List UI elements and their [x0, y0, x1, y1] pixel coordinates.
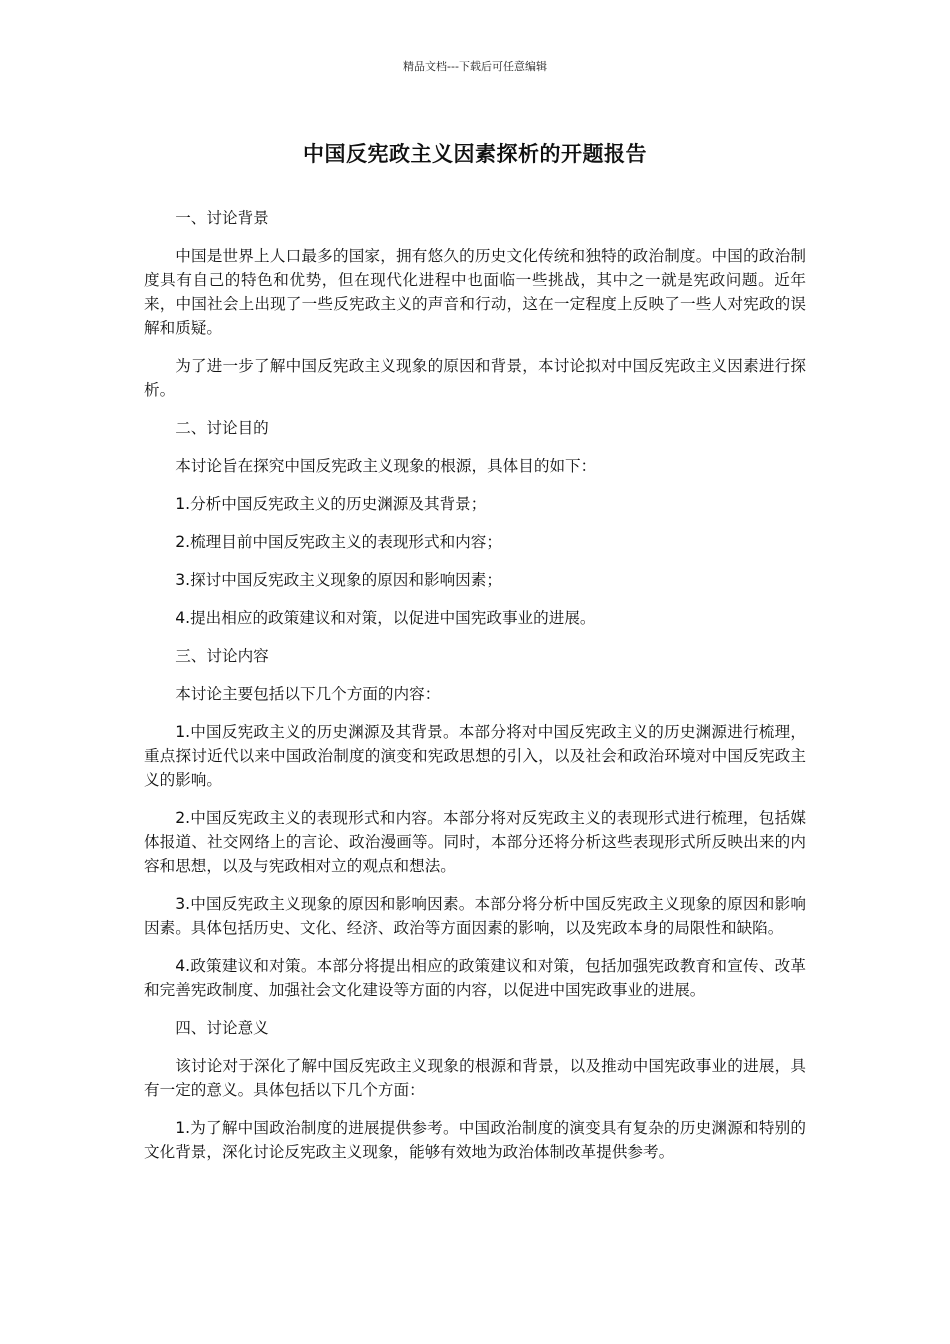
document-title: 中国反宪政主义因素探析的开题报告: [303, 142, 647, 166]
list-item: 3.探讨中国反宪政主义现象的原因和影响因素；: [175, 571, 502, 589]
list-item: 4.政策建议和对策。本部分将提出相应的政策建议和对策，包括加强宪政教育和宣传、改革和完善宪政制度、加强社会文化建设等方面的内容，以促进中国宪政事业的进展。: [144, 957, 806, 999]
section-heading-significance: 四、讨论意义: [175, 1019, 269, 1037]
list-item: 2.中国反宪政主义的表现形式和内容。本部分将对反宪政主义的表现形式进行梳理，包括媒体报道、社交网络上的言论、政治漫画等。同时，本部分还将分析这些表现形式所反映出来的内容和思想，以及与宪政相对立的观点和想法。: [144, 809, 806, 875]
list-item: 1.中国反宪政主义的历史渊源及其背景。本部分将对中国反宪政主义的历史渊源进行梳理，重点探讨近代以来中国政治制度的演变和宪政思想的引入，以及社会和政治环境对中国反宪政主义的影响。: [144, 723, 806, 789]
paragraph: 该讨论对于深化了解中国反宪政主义现象的根源和背景，以及推动中国宪政事业的进展，具有一定的意义。具体包括以下几个方面：: [144, 1057, 806, 1099]
paragraph: 本讨论旨在探究中国反宪政主义现象的根源，具体目的如下：: [175, 457, 597, 475]
paragraph: 为了进一步了解中国反宪政主义现象的原因和背景，本讨论拟对中国反宪政主义因素进行探析。: [144, 357, 806, 399]
page-header-note: 精品文档---下载后可任意编辑: [403, 60, 547, 73]
list-item: 1.分析中国反宪政主义的历史渊源及其背景；: [175, 495, 487, 513]
list-item: 2.梳理目前中国反宪政主义的表现形式和内容；: [175, 533, 502, 551]
list-item: 1.为了解中国政治制度的进展提供参考。中国政治制度的演变具有复杂的历史渊源和特别的文化背景，深化讨论反宪政主义现象，能够有效地为政治体制改革提供参考。: [144, 1119, 806, 1161]
section-heading-content: 三、讨论内容: [175, 647, 269, 665]
section-heading-background: 一、讨论背景: [175, 209, 269, 227]
list-item: 4.提出相应的政策建议和对策，以促进中国宪政事业的进展。: [175, 609, 596, 627]
document-body: [144, 206, 806, 1178]
section-heading-purpose: 二、讨论目的: [175, 419, 269, 437]
list-item: 3.中国反宪政主义现象的原因和影响因素。本部分将分析中国反宪政主义现象的原因和影响因素。具体包括历史、文化、经济、政治等方面因素的影响，以及宪政本身的局限性和缺陷。: [144, 895, 806, 937]
paragraph: 中国是世界上人口最多的国家，拥有悠久的历史文化传统和独特的政治制度。中国的政治制度具有自己的特色和优势，但在现代化进程中也面临一些挑战，其中之一就是宪政问题。近年来，中国社会上出现了一些反宪政主义的声音和行动，这在一定程度上反映了一些人对宪政的误解和质疑。: [144, 247, 806, 337]
paragraph: 本讨论主要包括以下几个方面的内容：: [175, 685, 441, 703]
